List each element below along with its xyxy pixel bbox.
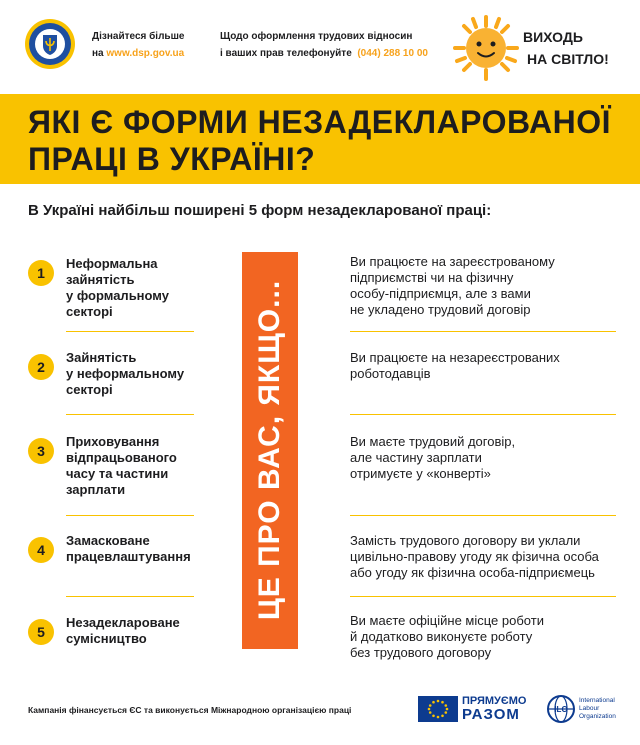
separator-line [350,414,616,415]
contact-line: Щодо оформлення трудових відносин [220,31,413,42]
separator-line [350,515,616,516]
description-line: Ви працюєте на незареєстрованих [350,350,560,365]
intro-text: В Україні найбільш поширені 5 форм незадекларованої праці: [28,202,492,219]
website-link[interactable]: www.dsp.gov.ua [106,48,185,59]
item-label-line: Приховування [66,434,160,449]
vertical-strip-text: ЦЕ ПРО ВАС, ЯКЩО... [253,279,286,621]
slogan-line-1: ВИХОДЬ [523,29,583,45]
ilo-logo-text [579,697,616,721]
item-label-line: Замасковане [66,533,150,548]
description-line: Ви маєте трудовий договір, [350,434,516,449]
title-line-1: ЯКІ Є ФОРМИ НЕЗАДЕКЛАРОВАНОЇ [28,104,611,140]
ilo-line: Labour [579,705,600,712]
item-label-line: сумісництво [66,631,147,646]
item-description [350,254,620,318]
contact-phone-line [220,45,428,62]
item-label-line: часу та частини [66,466,169,481]
item-description [350,613,620,661]
slogan-line-2: НА СВІТЛО! [527,51,609,67]
item-label [66,434,216,498]
item-label-line: відпрацьованого [66,450,177,465]
item-number-badge: 4 [28,537,54,563]
description-line: але частину зарплати [350,450,482,465]
description-line: Замість трудового договору ви уклали [350,533,581,548]
item-number-badge: 2 [28,354,54,380]
state-labour-service-seal-icon [24,18,76,70]
item-label-line: секторі [66,382,113,397]
item-label-line: секторі [66,304,113,319]
separator-line [66,596,194,597]
item-description [350,533,620,581]
ilo-globe-icon [546,694,576,724]
ilo-acronym: ILO [554,705,568,714]
page-title [28,104,628,178]
description-line: підприємстві чи на фізичну [350,270,514,285]
item-description [350,434,620,482]
campaign-slogan [523,26,609,70]
item-label-line: зарплати [66,482,126,497]
item-label-line: Неформальна [66,256,158,271]
description-line: особу-підприємця, але з вами [350,286,531,301]
item-label-line: Зайнятість [66,350,137,365]
description-line: Ви маєте офіційне місце роботи [350,613,544,628]
description-line: цивільно-правову угоду як фізична особа [350,549,599,564]
item-label-line: працевлаштування [66,549,191,564]
item-label [66,533,216,565]
item-number-badge: 5 [28,619,54,645]
sun-mascot-icon [452,14,520,82]
description-line: або угоду як фізична особа-підприємець [350,565,595,580]
info-line: Дізнайтеся більше [92,31,185,42]
description-line: й додатково виконуєте роботу [350,629,533,644]
item-label-line: у неформальному [66,366,185,381]
info-prefix: на [92,48,107,59]
item-label [66,256,216,320]
separator-line [66,414,194,415]
partner-line-2: РАЗОМ [462,706,520,723]
ilo-line: International [579,697,615,704]
item-number-badge: 3 [28,438,54,464]
ilo-line: Organization [579,713,616,720]
phone-number[interactable]: (044) 288 10 00 [357,48,428,59]
description-line: не укладено трудовий договір [350,302,531,317]
description-line: роботодавців [350,366,431,381]
separator-line [66,515,194,516]
item-label-line: у формальному [66,288,169,303]
item-description [350,350,620,382]
header [0,0,640,92]
item-label-line: зайнятість [66,272,135,287]
separator-line [66,331,194,332]
item-label [66,615,216,647]
description-line: отримуєте у «конверті» [350,466,491,481]
contact-prefix: і ваших прав телефонуйте [220,48,352,59]
info-block [92,28,184,62]
contact-block [220,28,428,62]
separator-line [350,331,616,332]
item-label-line: Незадеклароване [66,615,180,630]
info-link-line [92,45,184,62]
description-line: Ви працюєте на зареєстрованому [350,254,555,269]
separator-line [350,596,616,597]
item-number-badge: 1 [28,260,54,286]
partner-logo-text [462,694,526,722]
title-line-2: ПРАЦІ В УКРАЇНІ? [28,141,316,177]
funding-note: Кампанія фінансується ЄС та виконується Міжнародною організацією праці [28,705,352,715]
eu-flag-icon [418,696,458,722]
item-label [66,350,216,398]
partner-line-1: ПРЯМУЄМО [462,695,527,707]
description-line: без трудового договору [350,645,492,660]
